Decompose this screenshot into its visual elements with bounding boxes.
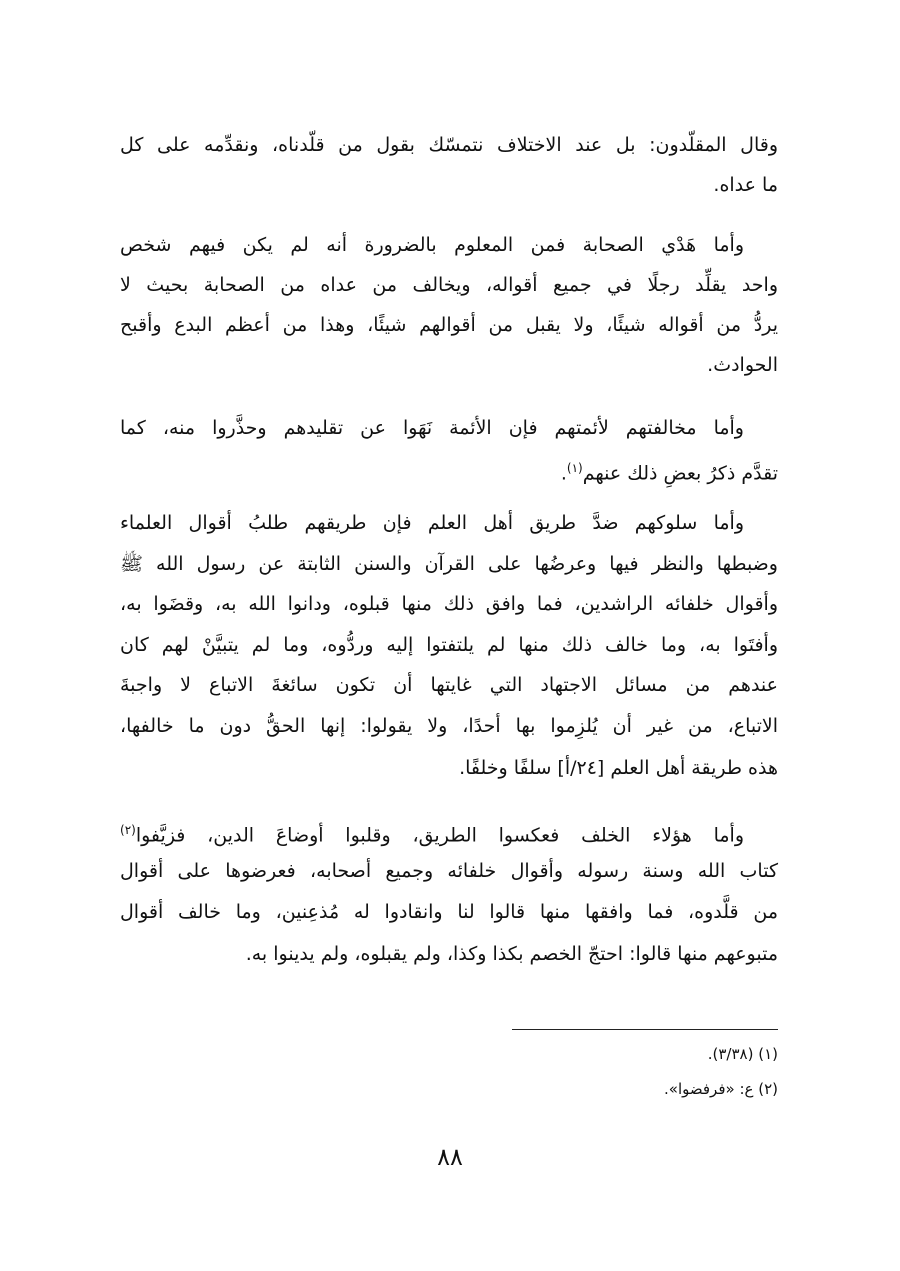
text-line [120,815,778,845]
text-line: وأقوال خلفائه الراشدين، فما وافق ذلك منها قبلوه، ودانوا الله به، وقضَوا به، [120,593,778,615]
text-line: عندهم من مسائل الاجتهاد التي غايتها أن تكون سائغةَ الاتباع لا واجبةَ [120,674,778,696]
page-number: ٨٨ [437,1143,463,1171]
text-line: الحوادث. [707,354,778,376]
footnote-reference[interactable]: (٢) [120,823,136,837]
text-line: واحد يقلِّد رجلًا في جميع أقواله، ويخالف من عداه من الصحابة بحيث لا [120,274,778,296]
text-line: وضبطها والنظر فيها وعرضُها على القرآن والسنن الثابتة عن رسول الله ﷺ [120,553,778,575]
text-line: وأفتَوا به، وما خالف ذلك منها لم يلتفتوا إليه وردُّوه، وما لم يتبيَّنْ لهم كان [120,634,778,656]
text-line: ما عداه. [713,174,778,196]
footnote: (٢) ع: «فرفضوا». [664,1080,778,1098]
footnote: (١) (٣/٣٨). [707,1045,778,1063]
footnote-separator [512,1029,778,1030]
footnote-reference[interactable]: (١) [566,461,583,475]
text-line: وأما سلوكهم ضدَّ طريق أهل العلم فإن طريقهم طلبُ أقوال العلماء [120,512,744,534]
text-line: وأما مخالفتهم لأئمتهم فإن الأئمة نَهَوا عن تقليدهم وحذَّروا منه، كما [120,417,744,439]
text-span: وأما هؤلاء الخلف فعكسوا الطريق، وقلبوا أوضاعَ الدين، فزيَّفوا [135,824,744,847]
text-span: . [560,462,567,485]
text-line: من قلَّدوه، فما وافقها منها قالوا لنا وانقادوا له مُذعِنين، وما خالف أقوال [120,901,778,923]
text-line: هذه طريقة أهل العلم [٢٤/أ] سلفًا وخلفًا. [459,757,778,779]
text-line: متبوعهم منها قالوا: احتجّ الخصم بكذا وكذا، ولم يقبلوه، ولم يدينوا به. [245,943,778,965]
text-line: الاتباع، من غير أن يُلزِموا بها أحدًا، ولا يقولوا: إنها الحقُّ دون ما خالفها، [120,715,778,737]
text-line: وأما هَدْي الصحابة فمن المعلوم بالضرورة أنه لم يكن فيهم شخص [120,234,744,256]
text-line: وقال المقلّدون: بل عند الاختلاف نتمسّك بقول من قلّدناه، ونقدِّمه على كل [120,134,778,156]
text-line: كتاب الله وسنة رسوله وأقوال خلفائه وجميع أصحابه، فعرضوها على أقوال [120,860,778,882]
text-line [120,453,778,483]
text-line: يردُّ من أقواله شيئًا، ولا يقبل من أقوالهم شيئًا، وهذا من أعظم البدع وأقبح [120,314,778,336]
text-span: تقدَّم ذكرُ بعضِ ذلك عنهم [582,462,778,485]
